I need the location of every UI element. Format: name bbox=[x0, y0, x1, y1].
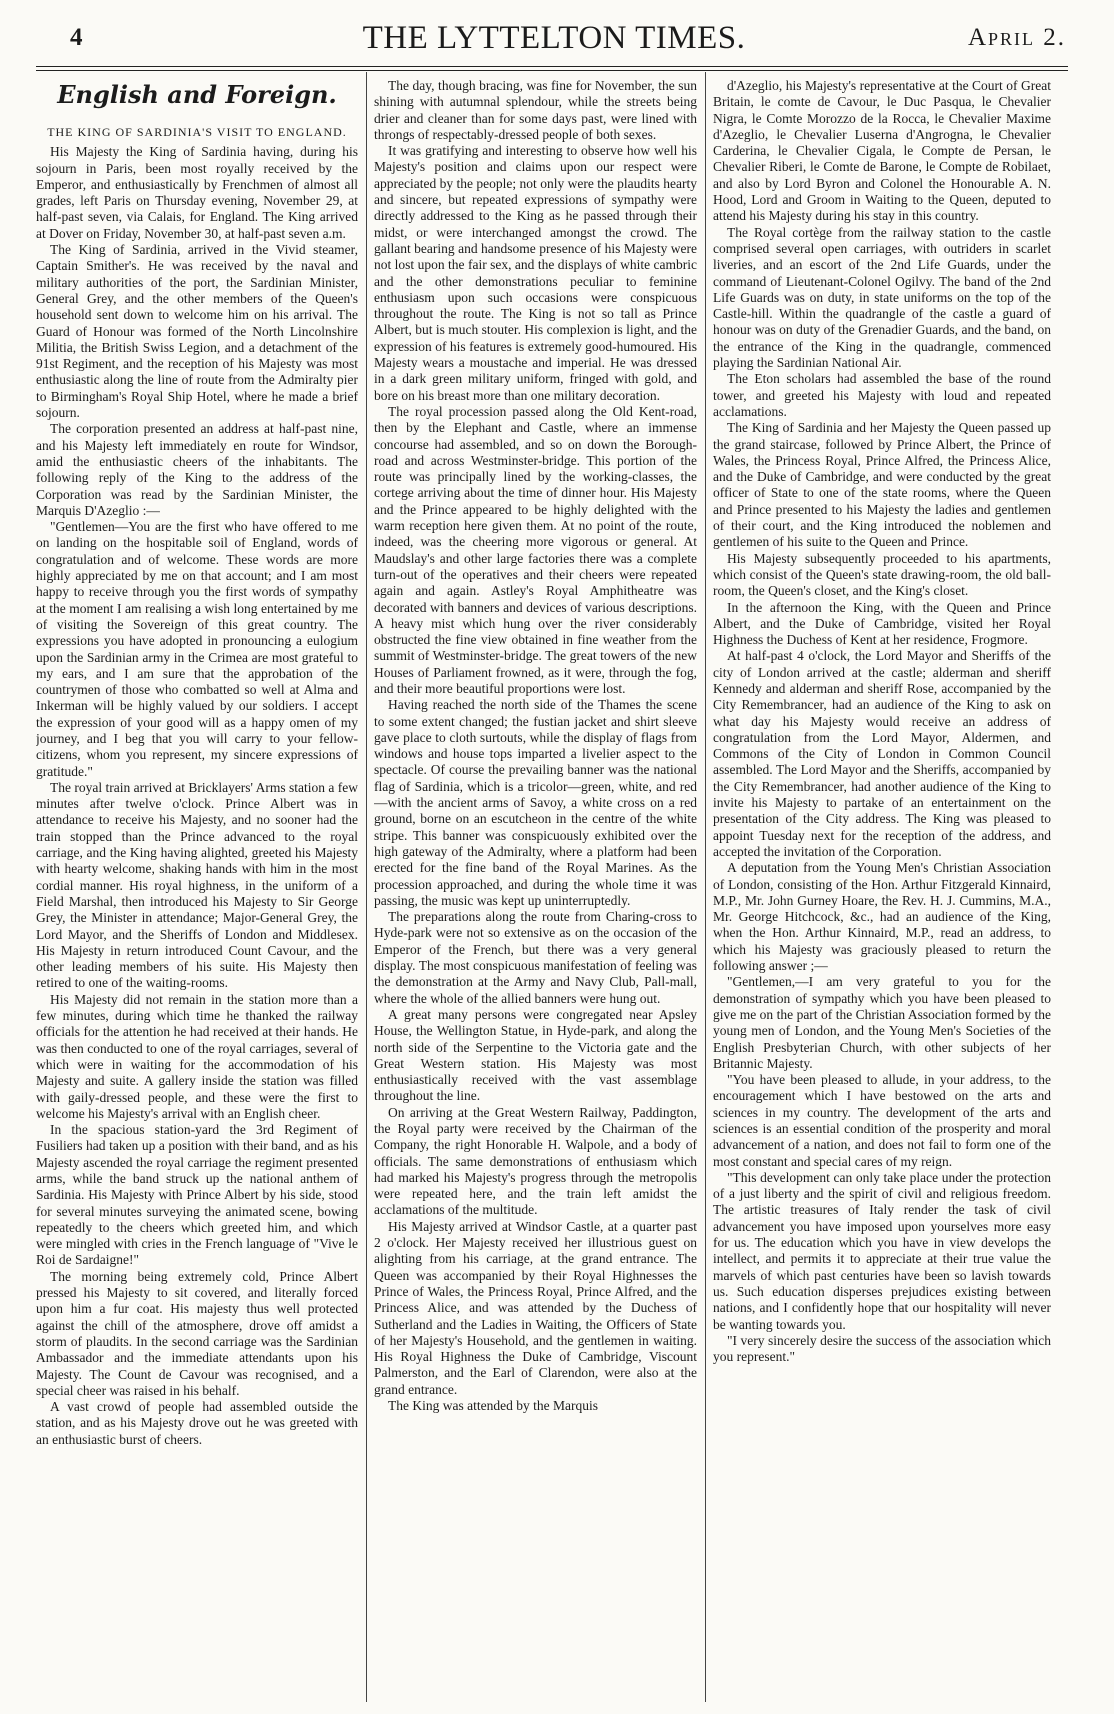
article-paragraph: In the spacious station-yard the 3rd Regiment of Fusiliers had taken up a position with their band, and as his Majesty ascended the royal carriage the regiment presented arms, while the band struck up the national anthem of Sardinia. His Majesty with Prince Albert by his side, stood for several minutes surveying the animated scene, bowing repeatedly to the cheers which greeted him, and which were mingled with cries in the French language of "Vive le Roi de Sardaigne!" bbox=[36, 1122, 358, 1268]
article-paragraph: A vast crowd of people had assembled outside the station, and as his Majesty drove out he was greeted with an enthusiastic burst of cheers. bbox=[36, 1399, 358, 1447]
article-paragraph: "You have been pleased to allude, in your address, to the encouragement which I have bestowed on the arts and sciences in my country. The development of the arts and sciences is an essential condition of the prosperity and moral advancement of a nation, and does not fail to form one of the most constant and special cares of my reign. bbox=[713, 1072, 1051, 1169]
article-paragraph: "I very sincerely desire the success of the association which you represent." bbox=[713, 1332, 1051, 1365]
article-paragraph: Having reached the north side of the Thames the scene to some extent changed; the fustian jacket and shirt sleeve gave place to cloth surtouts, while the display of flags from windows and house tops imparted a livelier aspect to the spectacle. Of course the prevailing banner was the national flag of Sardinia, which is a tricolor—green, white, and red—with the ancient arms of Savoy, a white cross on a red ground, borne on an escutcheon in the centre of the white stripe. This banner was conspicuously exhibited over the high gateway of the Admiralty, where a platform had been erected for the fine band of the Royal Marines. As the procession approached, and during the whole time it was passing, the music was kept up uninterruptedly. bbox=[374, 697, 697, 908]
column-3-body bbox=[713, 78, 1051, 1365]
issue-date: April 2. bbox=[967, 24, 1066, 51]
article-paragraph: The preparations along the route from Charing-cross to Hyde-park were not so extensive as on the occasion of the Emperor of the French, but there was a very general display. The most conspicuous manifestation of feeling was the demonstration at the Army and Navy Club, Pall-mall, where the whole of the allied banners were hung out. bbox=[374, 909, 697, 1006]
column-divider bbox=[705, 72, 706, 1702]
masthead-rule bbox=[36, 70, 1068, 71]
article-paragraph: "Gentlemen,—I am very grateful to you for the demonstration of sympathy which you have been pleased to give me on the part of the Christian Association formed by the young men of London, and the Young Men's Societies of the English Presbyterian Church, with other subjects of her Britannic Majesty. bbox=[713, 974, 1051, 1071]
column-2-body bbox=[374, 78, 697, 1414]
section-heading: English and Foreign. bbox=[57, 80, 337, 109]
masthead-rule bbox=[36, 66, 1068, 67]
article-paragraph: The Royal cortège from the railway station to the castle comprised several open carriages, with outriders in scarlet liveries, and an escort of the 2nd Life Guards, under the command of Lieutenant-Colonel Ogilvy. The band of the 2nd Life Guards was on duty, in state uniforms on the top of the Castle-hill. Within the quadrangle of the castle a guard of honour was on duty of the Grenadier Guards, and the band, on the entrance of the King in the quadrangle, commenced playing the Sardinian National Air. bbox=[713, 224, 1051, 371]
article-paragraph: His Majesty the King of Sardinia having, during his sojourn in Paris, been most royally received by the Emperor, and enthusiastically by Frenchmen of almost all grades, left Paris on Thursday evening, November 29, at half-past seven, via Calais, for England. The King arrived at Dover on Friday, November 30, at half-past seven a.m. bbox=[36, 144, 358, 241]
column-3 bbox=[713, 78, 1051, 1702]
article-paragraph: "Gentlemen—You are the first who have offered to me on landing on the hospitable soil of England, words of congratulation and of welcome. These words are more highly appreciated by me on that account; and I am most happy to receive through you the first words of sympathy at the moment I am realising a wish long entertained by me of visiting the Sovereign of this great country. The expressions you have adopted in pronouncing a eulogium upon the Sardinian army in the Crimea are most grateful to my ears, and I am sure that the approbation of the countrymen of those who combatted so well at Alma and Inkerman will be highly valued by our soldiers. I accept the expression of your good will as a happy omen of my journey, and I beg that you will carry to your fellow-citizens, whom you represent, my sincere expressions of gratitude." bbox=[36, 519, 358, 779]
page-number: 4 bbox=[70, 24, 83, 51]
masthead bbox=[34, 20, 1074, 60]
article-paragraph: A great many persons were congregated near Apsley House, the Wellington Statue, in Hyde-park, and along the north side of the Serpentine to the Victoria gate and the Great Western station. His Majesty was most enthusiastically received with the vast assemblage throughout the line. bbox=[374, 1006, 697, 1104]
article-paragraph: In the afternoon the King, with the Queen and Prince Albert, and the Duke of Cambridge, visited her Royal Highness the Duchess of Kent at her residence, Frogmore. bbox=[713, 599, 1051, 648]
article-paragraph: The royal procession passed along the Old Kent-road, then by the Elephant and Castle, where an immense concourse had assembled, and so on down the Borough-road and across Westminster-bridge. This portion of the route was principally lined by the working-classes, the cortege arriving about the time of dinner hour. His Majesty and the Prince appeared to be highly delighted with the warm reception here given them. At no point of the route, indeed, was the cheering more vigorous or general. At Maudslay's and other large factories there was a complete turn-out of the operatives and their cheers were repeated again and again. Astley's Royal Amphitheatre was decorated with banners and devices of various descriptions. A heavy mist which hung over the river considerably obstructed the fine view obtained in fine weather from the summit of Westminster-bridge. The great towers of the new Houses of Parliament frowned, as it were, through the fog, and their more beautiful proportions were lost. bbox=[374, 403, 697, 696]
column-1 bbox=[36, 78, 358, 1702]
article-paragraph: The day, though bracing, was fine for November, the sun shining with autumnal splendour, while the streets being drier and cleaner than for some days past, were lined with throngs of respectably-dressed people of both sexes. bbox=[374, 78, 697, 142]
article-paragraph: On arriving at the Great Western Railway, Paddington, the Royal party were received by the Chairman of the Company, the right Honorable H. Walpole, and a body of officials. The same demonstrations of enthusiasm which had marked his Majesty's progress through the metropolis were repeated here, and the train left amidst the acclamations of the multitude. bbox=[374, 1104, 697, 1218]
newspaper-title: THE LYTTELTON TIMES. bbox=[362, 20, 746, 56]
article-title: THE KING OF SARDINIA'S VISIT TO ENGLAND. bbox=[47, 125, 347, 139]
article-paragraph: The morning being extremely cold, Prince Albert pressed his Majesty to sit covered, and literally forced upon him a fur coat. His majesty thus well protected against the chill of the atmosphere, drove off amidst a storm of plaudits. In the second carriage was the Sardinian Ambassador and the immediate attendants upon his Majesty. The Count de Cavour was recognised, and a special cheer was raised in his behalf. bbox=[36, 1268, 358, 1398]
article-paragraph: His Majesty subsequently proceeded to his apartments, which consist of the Queen's state drawing-room, the old ball-room, the Queen's closet, and the King's closet. bbox=[713, 550, 1051, 599]
article-paragraph: The King of Sardinia and her Majesty the Queen passed up the grand staircase, followed by Prince Albert, the Prince of Wales, the Princess Royal, Prince Alfred, the Princess Alice, and the Duke of Cambridge, and were conducted by the great officer of State to one of the state rooms, where the Queen and Prince presented to his Majesty the ladies and gentlemen of their court, and the King introduced the noblemen and gentlemen of his suite to the Queen and Prince. bbox=[713, 420, 1051, 550]
article-paragraph: The King of Sardinia, arrived in the Vivid steamer, Captain Smither's. He was received by the naval and military authorities of the port, the Sardinian Minister, General Grey, and the other members of the Queen's household sent down to welcome him on his arrival. The Guard of Honour was formed of the North Lincolnshire Militia, the British Swiss Legion, and a detachment of the 91st Regiment, and the reception of his Majesty was most enthusiastic along the line of route from the Admiralty pier to Birmingham's Royal Ship Hotel, where he made a brief sojourn. bbox=[36, 242, 358, 421]
article-paragraph: The King was attended by the Marquis bbox=[388, 1398, 598, 1414]
article-paragraph: A deputation from the Young Men's Christian Association of London, consisting of the Hon. Arthur Fitzgerald Kinnaird, M.P., Mr. John Gurney Hoare, the Rev. H. J. Cummins, M.A., Mr. George Hitchcock, &c., had an audience of the King, when the Hon. Arthur Kinnaird, M.P., read an address, to which his Majesty was graciously pleased to return the following answer ;— bbox=[713, 860, 1051, 974]
article-paragraph: It was gratifying and interesting to observe how well his Majesty's position and claims upon our respect were appreciated by the people; not only were the plaudits hearty and sincere, but repeated expressions of sympathy were directly addressed to the King as he passed through their midst, or were interchanged amongst the crowd. The gallant bearing and handsome presence of his Majesty were not lost upon the fair sex, and the displays of white cambric and the other demonstrations peculiar to feminine enthusiasm upon such occasions were conspicuous throughout the route. The King is not so tall as Prince Albert, but is much stouter. His complexion is light, and the expression of his features is extremely good-humoured. His Majesty wears a moustache and imperial. He was dressed in a dark green military uniform, fringed with gold, and bore on his breast more than one military decoration. bbox=[374, 143, 697, 403]
article-paragraph: The royal train arrived at Bricklayers' Arms station a few minutes after twelve o'clock. Prince Albert was in attendance to receive his Majesty, and no sooner had the train stopped than the Prince advanced to the royal carriage, and the King having alighted, greeted his Majesty with hearty welcome, shaking hands with him in the most cordial manner. His royal highness, in the uniform of a Field Marshal, then introduced his Majesty to Sir George Grey, the Minister in attendance; Major-General Grey, the Lord Mayor, and the Sheriffs of London and Middlesex. His Majesty in return introduced Count Cavour, and the other leading members of his suite. His Majesty then retired to one of the waiting-rooms. bbox=[36, 779, 358, 991]
article-paragraph: His Majesty did not remain in the station more than a few minutes, during which time he thanked the railway officials for the attention he had received at their hands. He was then conducted to one of the royal carriages, several of which were in waiting for the accommodation of his Majesty and suite. A gallery inside the station was filled with gaily-dressed people, and these were the first to welcome his Majesty's arrival with an English cheer. bbox=[36, 991, 358, 1121]
article-paragraph: "This development can only take place under the protection of a just liberty and the spirit of civil and religious freedom. The artistic treasures of Italy render the task of civil advancement you have imposed upon yourselves more easy for us. The education which you have in view develops the intellect, and permits it to appreciate at their true value the marvels of which past centuries have been so lavish towards us. Such education disperses prejudices existing between nations, and I confidently hope that our hospitality will never be wanting towards you. bbox=[713, 1169, 1051, 1332]
column-1-body bbox=[36, 144, 358, 1448]
article-paragraph: The Eton scholars had assembled the base of the round tower, and greeted his Majesty with loud and repeated acclamations. bbox=[713, 371, 1051, 419]
column-2 bbox=[374, 78, 697, 1702]
article-paragraph: The corporation presented an address at half-past nine, and his Majesty left immediately en route for Windsor, amid the enthusiastic cheers of the inhabitants. The following reply of the King to the address of the Corporation was read by the Sardinian Minister, the Marquis D'Azeglio :— bbox=[36, 421, 358, 518]
column-divider bbox=[366, 72, 367, 1702]
article-paragraph: His Majesty arrived at Windsor Castle, at a quarter past 2 o'clock. Her Majesty received her illustrious guest on alighting from his carriage, at the grand entrance. The Queen was accompanied by their Royal Highnesses the Prince of Wales, the Princess Royal, Prince Alfred, and the Princess Alice, and was attended by the Duchess of Sutherland and the Ladies in Waiting, the Officers of State of her Majesty's Household, and the gentlemen in waiting. His Royal Highness the Duke of Cambridge, Viscount Palmerston, and the Earl of Clarendon, were also at the grand entrance. bbox=[374, 1218, 697, 1397]
article-paragraph: At half-past 4 o'clock, the Lord Mayor and Sheriffs of the city of London arrived at the castle; alderman and sheriff Kennedy and alderman and sheriff Rose, accompanied by the City Remembrancer, had an audience of the King to ask on what day his Majesty would receive an address of congratulation from the Lord Mayor, Aldermen, and Commons of the City of London in Common Council assembled. The Lord Mayor and the Sheriffs, accompanied by the City Remembrancer, had another audience of the King to invite his Majesty to partake of an entertainment on the presentation of the City address. The King was pleased to appoint Tuesday next for the reception of the address, and accepted the invitation of the Corporation. bbox=[713, 648, 1051, 859]
article-paragraph: d'Azeglio, his Majesty's representative at the Court of Great Britain, le comte de Cavour, le Duc Pasqua, le Chevalier Nigra, le Comte Morozzo de la Rocca, le Chevalier Maxime d'Azeglio, le Chevalier Luserna d'Angrogna, le Chevalier Carderina, le Chevalier Cigala, le Compte de Persan, le Chevalier Riberi, le Comte de Barone, le Compte de Robilaet, and also by Lord Byron and Colonel the Honourable A. N. Hood, Lord and Groom in Waiting to the Queen, deputed to attend his Majesty during his stay in this country. bbox=[713, 78, 1051, 224]
